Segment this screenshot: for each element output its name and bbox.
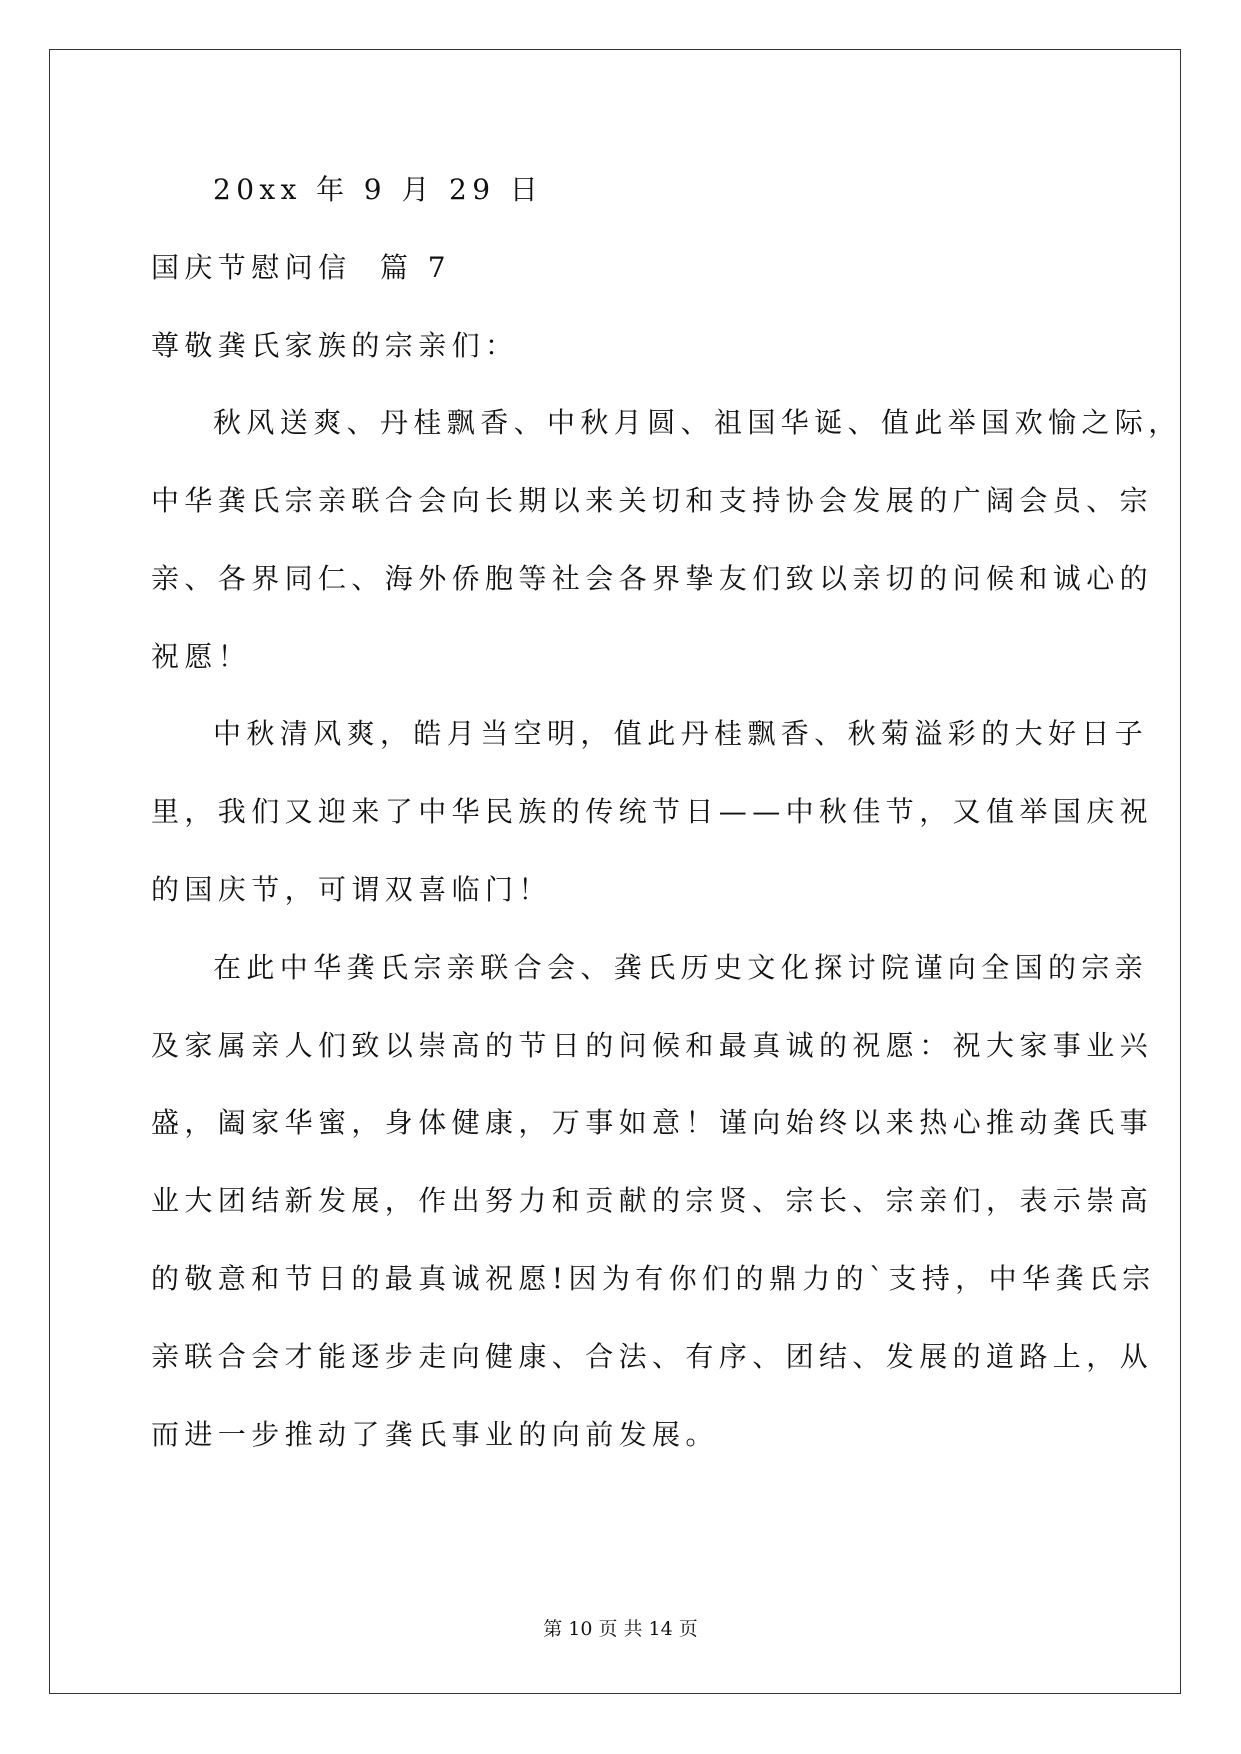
- paragraph-1-line-1: 秋风送爽、丹桂飘香、中秋月圆、祖国华诞、值此举国欢愉之际，: [213, 406, 1182, 439]
- paragraph-3-line-2: 及家属亲人们致以崇高的节日的问候和最真诚的祝愿：祝大家事业兴: [151, 1029, 1154, 1062]
- paragraph-3-line-1: 在此中华龚氏宗亲联合会、龚氏历史文化探讨院谨向全国的宗亲: [213, 951, 1149, 984]
- paragraph-3-line-3: 盛，阖家华蜜，身体健康，万事如意！谨向始终以来热心推动龚氏事: [151, 1106, 1154, 1139]
- paragraph-1-line-4: 祝愿！: [151, 640, 252, 673]
- paragraph-3-line-6: 亲联合会才能逐步走向健康、合法、有序、团结、发展的道路上，从: [151, 1340, 1154, 1373]
- letter-heading: 国庆节慰问信 篇 7: [151, 251, 451, 284]
- paragraph-3-line-5: 的敬意和节日的最真诚祝愿!因为有你们的鼎力的`支持，中华龚氏宗: [151, 1262, 1156, 1295]
- date-line: 20xx 年 9 月 29 日: [213, 173, 544, 206]
- paragraph-3-line-4: 业大团结新发展，作出努力和贡献的宗贤、宗长、宗亲们，表示崇高: [151, 1184, 1154, 1217]
- paragraph-1-line-3: 亲、各界同仁、海外侨胞等社会各界挚友们致以亲切的问候和诚心的: [151, 562, 1154, 595]
- page-footer: 第 10 页 共 14 页: [543, 1618, 698, 1640]
- paragraph-3-line-7: 而进一步推动了龚氏事业的向前发展。: [151, 1418, 719, 1451]
- paragraph-2-line-3: 的国庆节，可谓双喜临门！: [151, 873, 552, 906]
- paragraph-2-line-1: 中秋清风爽，皓月当空明，值此丹桂飘香、秋菊溢彩的大好日子: [213, 717, 1149, 750]
- salutation: 尊敬龚氏家族的宗亲们：: [151, 329, 519, 362]
- paragraph-1-line-2: 中华龚氏宗亲联合会向长期以来关切和支持协会发展的广阔会员、宗: [151, 484, 1154, 517]
- paragraph-2-line-2: 里，我们又迎来了中华民族的传统节日——中秋佳节，又值举国庆祝: [151, 795, 1154, 828]
